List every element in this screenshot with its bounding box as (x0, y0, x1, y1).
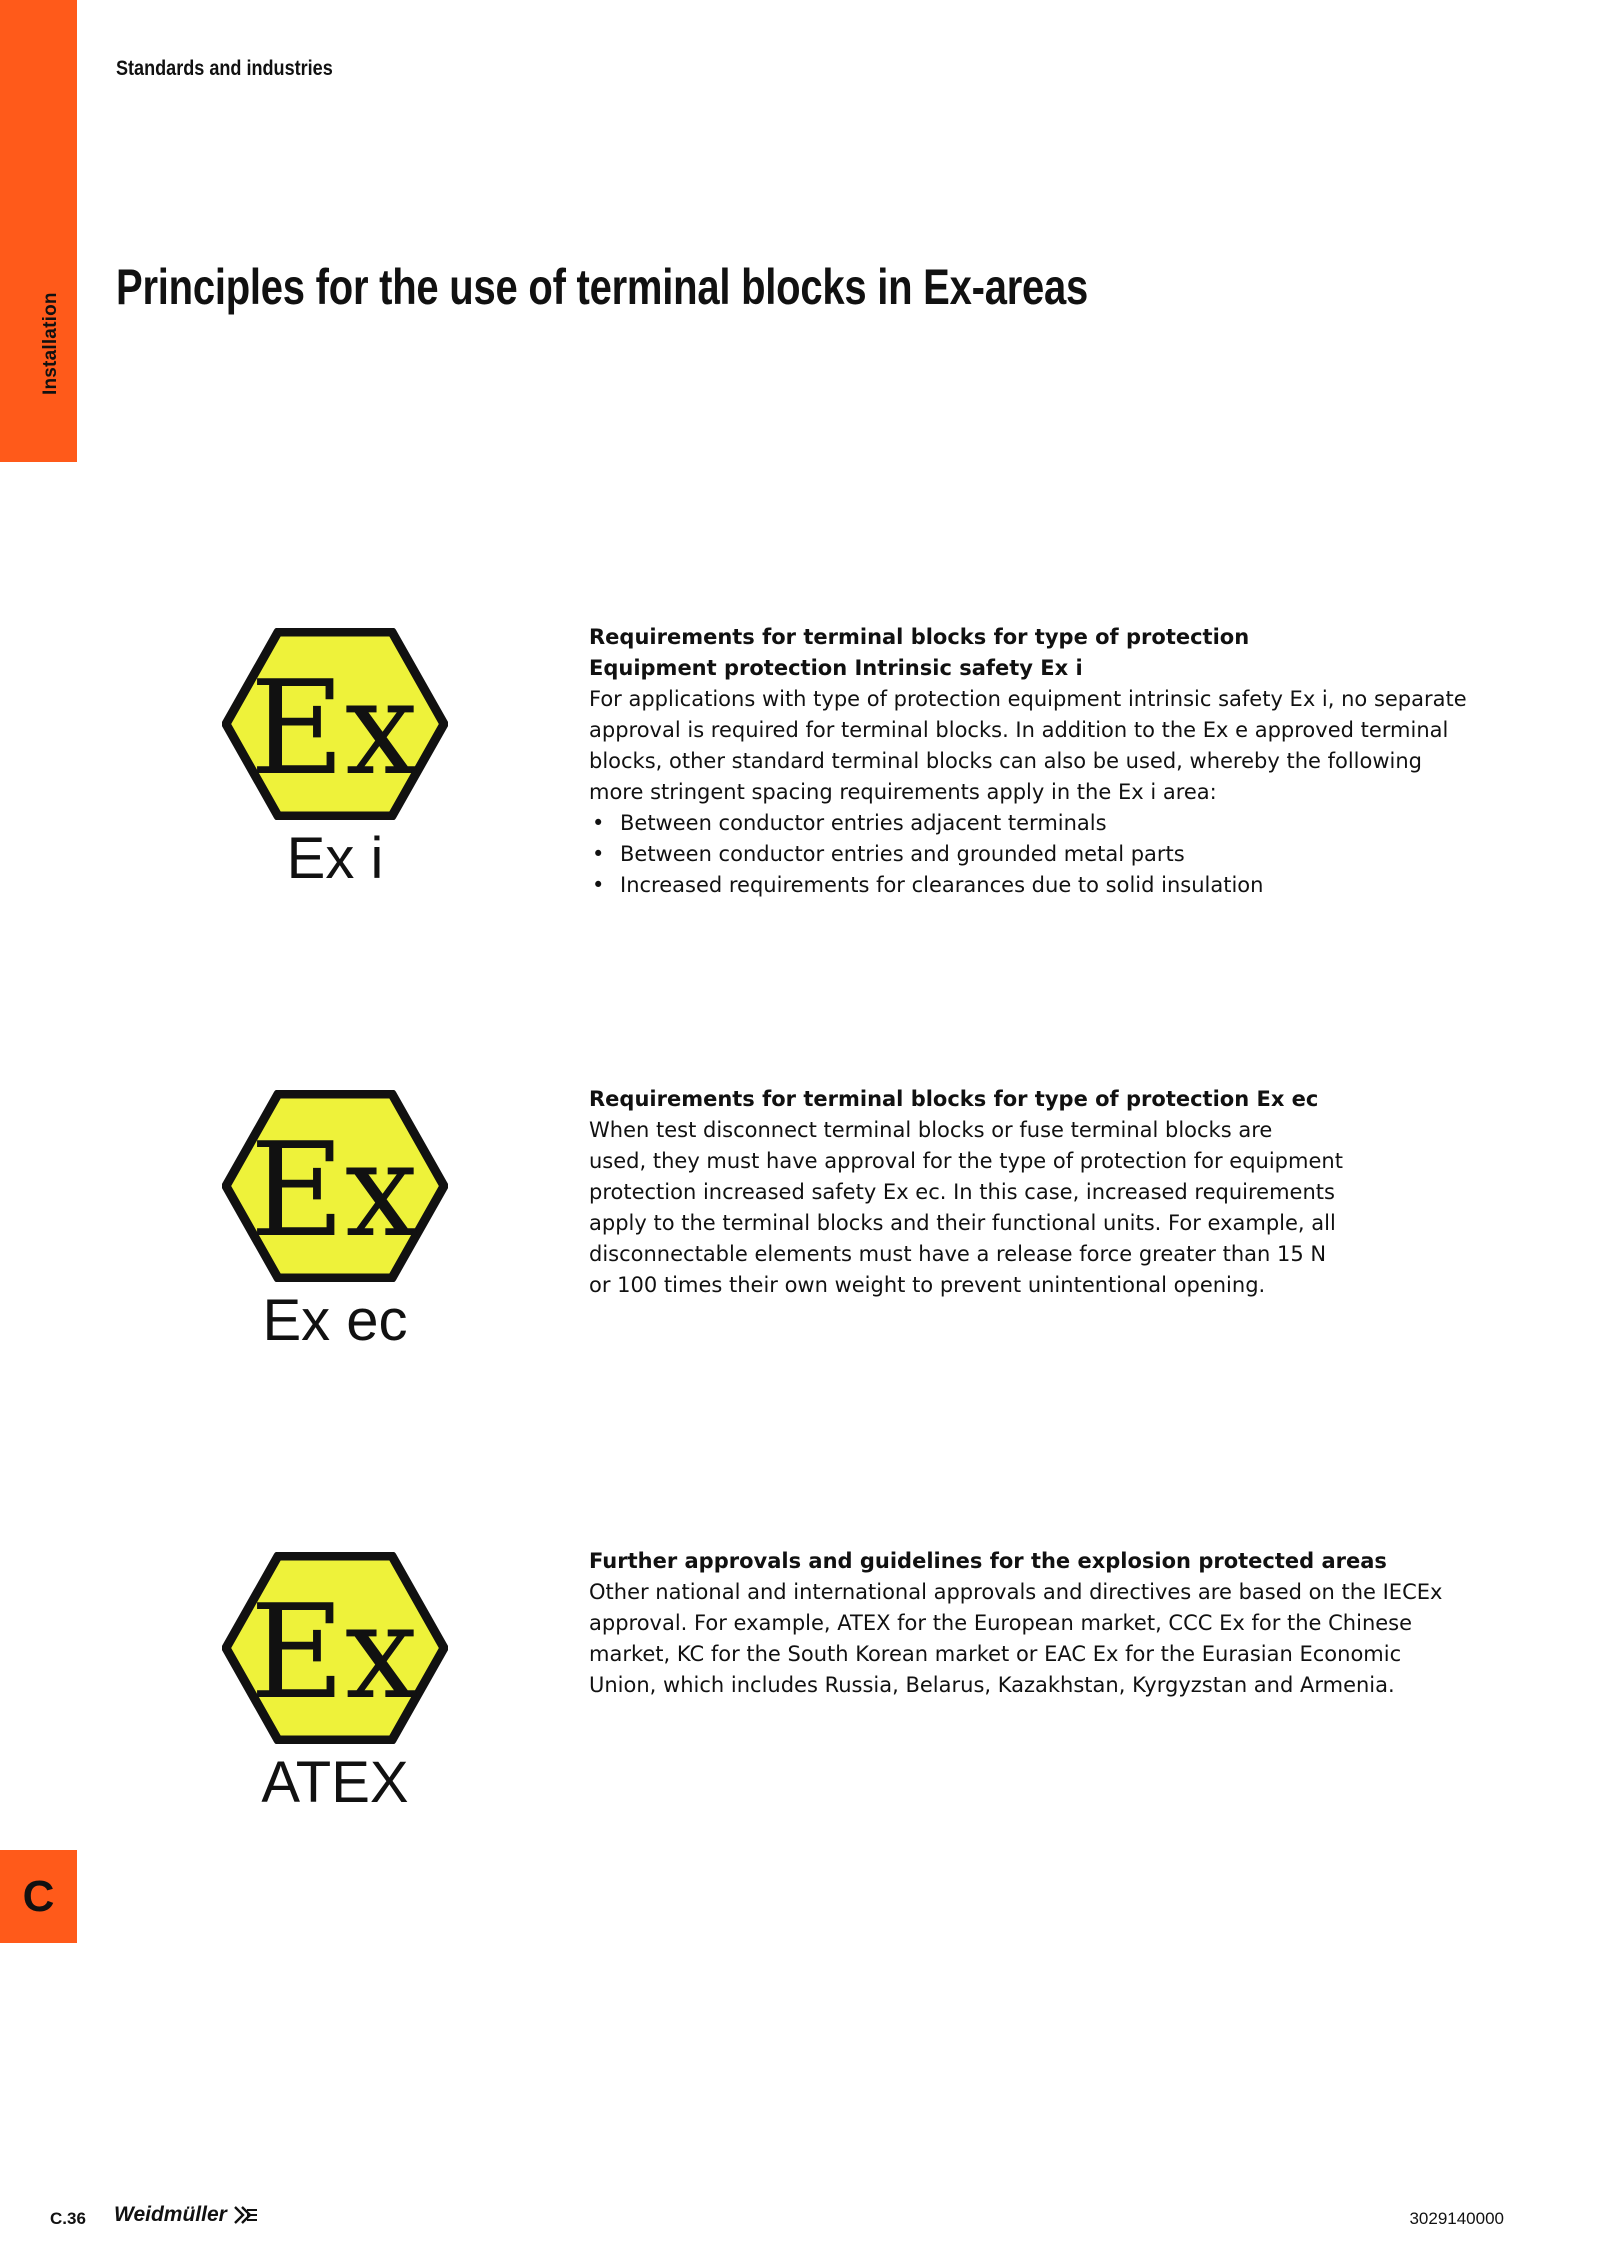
body-line: market, KC for the South Korean market or EAC Ex for the Eurasian Economic (589, 1642, 1402, 1666)
body-line: Other national and international approvals and directives are based on the IECEx (589, 1580, 1443, 1604)
body-line: disconnectable elements must have a release force greater than 15 N (589, 1242, 1327, 1266)
list-item: • Between conductor entries adjacent terminals (589, 808, 1539, 839)
ex-i-caption: Ex i (286, 826, 384, 891)
ex-hazard-symbol-icon (222, 1090, 448, 1282)
requirements-list (589, 808, 1539, 901)
section-ex-ec-text (589, 1084, 1539, 1301)
section-letter-tab: C (0, 1850, 77, 1943)
body-line: apply to the terminal blocks and their functional units. For example, all (589, 1211, 1336, 1235)
ex-ec-caption: Ex ec (262, 1288, 408, 1353)
body-line: used, they must have approval for the type of protection for equipment (589, 1149, 1343, 1173)
atex-caption: ATEX (261, 1750, 409, 1815)
ex-symbol-glyph: Ex (249, 652, 419, 804)
section-ex-i-text (589, 622, 1539, 901)
footer-page-number: C.36 (50, 2209, 86, 2228)
ex-symbol-glyph: Ex (249, 1114, 419, 1266)
list-item: • Between conductor entries and grounded metal parts (589, 839, 1539, 870)
section-atex-text (589, 1546, 1539, 1701)
body-line: For applications with type of protection equipment intrinsic safety Ex i, no separate (589, 687, 1467, 711)
section-heading-line: Requirements for terminal blocks for type of protection (589, 625, 1250, 649)
section-heading-line: Requirements for terminal blocks for type of protection Ex ec (589, 1087, 1319, 1111)
page-title: Principles for the use of terminal blocks in Ex-areas (116, 259, 1089, 315)
section-heading-line: Equipment protection Intrinsic safety Ex i (589, 656, 1083, 680)
ex-symbol-glyph: Ex (249, 1576, 419, 1728)
body-line: more stringent spacing requirements apply in the Ex i area: (589, 780, 1217, 804)
body-line: approval. For example, ATEX for the European market, CCC Ex for the Chinese (589, 1611, 1413, 1635)
footer-brand (114, 2203, 259, 2227)
side-tab-label: Installation (40, 292, 61, 395)
ex-hazard-symbol-icon (222, 628, 448, 820)
weidmueller-logo-icon (233, 2204, 259, 2226)
body-line: approval is required for terminal blocks. In addition to the Ex e approved terminal (589, 718, 1449, 742)
side-tab-label-wrap (0, 0, 77, 462)
footer-document-code: 3029140000 (1409, 2209, 1504, 2228)
list-item: • Increased requirements for clearances due to solid insulation (589, 870, 1539, 901)
body-line: or 100 times their own weight to prevent unintentional opening. (589, 1273, 1266, 1297)
body-line: protection increased safety Ex ec. In this case, increased requirements (589, 1180, 1335, 1204)
running-header: Standards and industries (116, 57, 333, 80)
brand-name: Weidmüller (114, 2203, 227, 2226)
body-line: When test disconnect terminal blocks or fuse terminal blocks are (589, 1118, 1273, 1142)
ex-hazard-symbol-icon (222, 1552, 448, 1744)
section-heading-line: Further approvals and guidelines for the explosion protected areas (589, 1549, 1387, 1573)
body-line: Union, which includes Russia, Belarus, Kazakhstan, Kyrgyzstan and Armenia. (589, 1673, 1395, 1697)
body-line: blocks, other standard terminal blocks can also be used, whereby the following (589, 749, 1423, 773)
